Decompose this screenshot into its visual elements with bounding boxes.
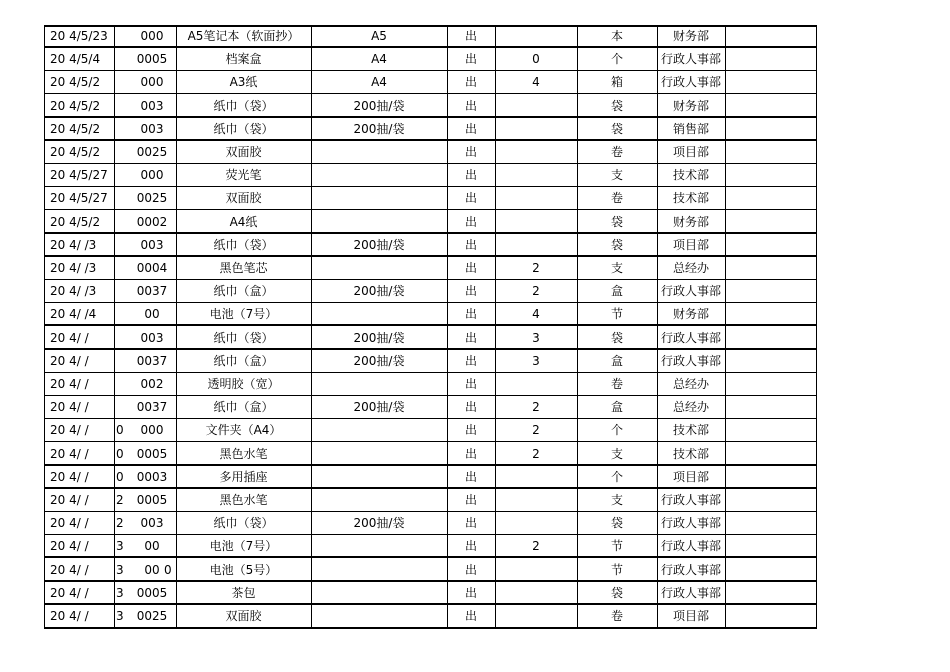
item-name-cell: 黑色水笔 (219, 493, 268, 507)
table-row (44, 118, 817, 141)
item-code-cell: 00 (144, 562, 160, 577)
item-code-cell: 003 (140, 330, 164, 345)
column-divider (577, 25, 578, 629)
unit-cell: 支 (610, 446, 623, 461)
direction-cell: 出 (464, 145, 477, 159)
sub-index-cell (116, 25, 126, 48)
direction-cell: 出 (464, 353, 477, 368)
sub-index-cell (116, 187, 126, 210)
direction-cell: 出 (464, 400, 477, 415)
table-row (44, 48, 817, 71)
date-cell: 20 4/ / (50, 585, 89, 600)
table-row (44, 466, 817, 489)
column-divider (114, 25, 115, 629)
item-code-cell: 0005 (136, 493, 168, 507)
quantity-cell: 2 (532, 539, 540, 554)
quantity-cell: 3 (532, 353, 540, 368)
date-cell: 20 4/ / (50, 539, 89, 554)
sub-index-cell (116, 48, 126, 71)
unit-cell: 个 (610, 52, 623, 67)
date-cell: 20 4/5/27 (50, 191, 108, 206)
table-row (44, 512, 817, 535)
unit-cell: 卷 (610, 377, 623, 391)
direction-cell: 出 (464, 214, 477, 229)
table-row (44, 234, 817, 257)
unit-cell: 卷 (610, 145, 623, 159)
unit-cell: 卷 (610, 191, 623, 206)
sub-index-cell: 3 (116, 562, 124, 577)
date-cell: 20 4/ / (50, 562, 89, 577)
column-divider (495, 25, 496, 629)
sub-index-cell (116, 350, 126, 373)
spec-cell (311, 605, 447, 628)
table-row (44, 95, 817, 118)
spec-cell: 200抽/袋 (353, 237, 405, 252)
spec-cell: 200抽/袋 (353, 330, 405, 345)
unit-cell: 袋 (610, 330, 623, 345)
direction-cell: 出 (464, 585, 477, 600)
direction-cell: 出 (464, 237, 477, 252)
department-cell: 项目部 (672, 237, 709, 252)
date-cell: 20 4/ /3 (50, 261, 97, 275)
unit-cell: 个 (610, 469, 623, 484)
item-code-cell: 000 (140, 75, 164, 90)
item-name-cell: 纸巾（袋） (213, 237, 274, 252)
sub-index-cell (116, 280, 126, 303)
department-cell: 项目部 (672, 145, 709, 159)
spec-cell (311, 141, 447, 164)
column-divider (447, 25, 448, 629)
item-code-suffix-cell: 0 (164, 562, 172, 577)
date-cell: 20 4/ / (50, 423, 89, 438)
direction-cell: 出 (464, 284, 477, 299)
table-row (44, 582, 817, 605)
date-cell: 20 4/ / (50, 377, 89, 391)
spec-cell (311, 559, 447, 582)
quantity-cell (495, 234, 577, 257)
item-name-cell: 纸巾（袋） (213, 330, 274, 345)
item-name-cell: 茶包 (231, 585, 256, 600)
table-row (44, 280, 817, 303)
table-row (44, 396, 817, 419)
date-cell: 20 4/5/2 (50, 75, 101, 90)
table-row (44, 141, 817, 164)
direction-cell: 出 (464, 75, 477, 90)
quantity-cell: 0 (532, 52, 540, 67)
item-code-cell: 0025 (136, 609, 168, 623)
date-cell: 20 4/ / (50, 493, 89, 507)
unit-cell: 袋 (610, 98, 623, 113)
item-name-cell: 纸巾（袋） (213, 516, 274, 531)
unit-cell: 节 (610, 562, 623, 577)
unit-cell: 节 (610, 539, 623, 554)
spec-cell: A4 (371, 52, 387, 67)
item-name-cell: 纸巾（盒） (213, 353, 274, 368)
date-cell: 20 4/ /3 (50, 284, 97, 299)
direction-cell: 出 (464, 539, 477, 554)
table-row (44, 489, 817, 512)
item-code-cell: 0004 (136, 261, 168, 275)
item-name-cell: 多用插座 (219, 469, 268, 484)
item-name-cell: 电池（5号） (209, 562, 278, 577)
date-cell: 20 4/5/2 (50, 145, 101, 159)
sub-index-cell (116, 164, 126, 187)
spec-cell (311, 303, 447, 326)
quantity-cell (495, 559, 577, 582)
date-cell: 20 4/ / (50, 609, 89, 623)
spec-cell (311, 257, 447, 280)
item-code-cell: 0037 (136, 400, 168, 415)
department-cell: 财务部 (672, 29, 709, 43)
spec-cell: 200抽/袋 (353, 400, 405, 415)
department-cell: 行政人事部 (660, 330, 721, 345)
department-cell: 技术部 (672, 423, 709, 438)
unit-cell: 袋 (610, 214, 623, 229)
table-row (44, 303, 817, 326)
date-cell: 20 4/5/2 (50, 98, 101, 113)
spec-cell: 200抽/袋 (353, 284, 405, 299)
item-name-cell: 黑色笔芯 (219, 261, 268, 275)
unit-cell: 袋 (610, 585, 623, 600)
sub-index-cell: 2 (116, 516, 124, 531)
table-row (44, 605, 817, 628)
department-cell: 行政人事部 (660, 562, 721, 577)
table-row (44, 350, 817, 373)
item-code-cell: 00 (144, 539, 160, 554)
unit-cell: 袋 (610, 237, 623, 252)
date-cell: 20 4/5/2 (50, 214, 101, 229)
column-divider (176, 25, 177, 629)
sub-index-cell (116, 303, 126, 326)
date-cell: 20 4/5/23 (50, 29, 108, 43)
unit-cell: 盒 (610, 353, 623, 368)
spec-cell (311, 535, 447, 558)
spec-cell (311, 164, 447, 187)
sub-index-cell (116, 234, 126, 257)
quantity-cell (495, 211, 577, 234)
item-name-cell: 双面胶 (225, 609, 262, 623)
table-row (44, 187, 817, 210)
table-row (44, 164, 817, 187)
item-name-cell: A5笔记本（软面抄） (187, 29, 300, 43)
item-code-cell: 000 (140, 168, 164, 183)
sub-index-cell (116, 327, 126, 350)
item-code-cell: 0003 (136, 469, 168, 484)
spec-cell (311, 489, 447, 512)
direction-cell: 出 (464, 168, 477, 183)
department-cell: 项目部 (672, 609, 709, 623)
item-name-cell: 纸巾（盒） (213, 284, 274, 299)
item-code-cell: 0005 (136, 52, 168, 67)
department-cell: 行政人事部 (660, 75, 721, 90)
direction-cell: 出 (464, 191, 477, 206)
sub-index-cell (116, 257, 126, 280)
department-cell: 技术部 (672, 191, 709, 206)
sub-index-cell: 3 (116, 609, 124, 623)
direction-cell: 出 (464, 423, 477, 438)
item-code-cell: 000 (140, 423, 164, 438)
unit-cell: 支 (610, 168, 623, 183)
item-code-cell: 0025 (136, 145, 168, 159)
table-row (44, 373, 817, 396)
sub-index-cell (116, 373, 126, 396)
department-cell: 行政人事部 (660, 585, 721, 600)
sub-index-cell: 3 (116, 539, 124, 554)
spec-cell: A5 (371, 29, 387, 43)
spec-cell (311, 466, 447, 489)
sub-index-cell: 0 (116, 469, 124, 484)
department-cell: 总经办 (672, 377, 709, 391)
quantity-cell: 2 (532, 446, 540, 461)
item-name-cell: A3纸 (229, 75, 258, 90)
quantity-cell (495, 187, 577, 210)
spec-cell (311, 443, 447, 466)
unit-cell: 支 (610, 261, 623, 275)
direction-cell: 出 (464, 469, 477, 484)
direction-cell: 出 (464, 98, 477, 113)
item-code-cell: 00 (144, 307, 160, 322)
spec-cell: A4 (371, 75, 387, 90)
item-code-cell: 0037 (136, 284, 168, 299)
quantity-cell (495, 466, 577, 489)
direction-cell: 出 (464, 29, 477, 43)
department-cell: 技术部 (672, 446, 709, 461)
item-name-cell: 透明胶（宽） (207, 377, 280, 391)
sub-index-cell (116, 211, 126, 234)
item-name-cell: 档案盒 (225, 52, 262, 67)
direction-cell: 出 (464, 493, 477, 507)
sub-index-cell (116, 118, 126, 141)
unit-cell: 盒 (610, 400, 623, 415)
quantity-cell (495, 141, 577, 164)
item-code-cell: 0005 (136, 446, 168, 461)
direction-cell: 出 (464, 261, 477, 275)
unit-cell: 节 (610, 307, 623, 322)
unit-cell: 个 (610, 423, 623, 438)
table-row (44, 71, 817, 94)
quantity-cell (495, 164, 577, 187)
date-cell: 20 4/5/27 (50, 168, 108, 183)
unit-cell: 盒 (610, 284, 623, 299)
date-cell: 20 4/ / (50, 446, 89, 461)
spec-cell (311, 419, 447, 442)
quantity-cell: 2 (532, 400, 540, 415)
spec-cell (311, 582, 447, 605)
item-name-cell: 荧光笔 (225, 168, 262, 183)
date-cell: 20 4/ / (50, 330, 89, 345)
item-code-cell: 003 (140, 98, 164, 113)
quantity-cell (495, 25, 577, 48)
quantity-cell (495, 489, 577, 512)
department-cell: 行政人事部 (660, 493, 721, 507)
item-code-cell: 000 (140, 29, 164, 43)
item-name-cell: 文件夹（A4） (205, 423, 282, 438)
date-cell: 20 4/ /4 (50, 307, 97, 322)
item-name-cell: 电池（7号） (209, 307, 278, 322)
sub-index-cell (116, 396, 126, 419)
direction-cell: 出 (464, 609, 477, 623)
quantity-cell (495, 118, 577, 141)
unit-cell: 箱 (610, 75, 623, 90)
department-cell: 行政人事部 (660, 284, 721, 299)
item-code-cell: 0025 (136, 191, 168, 206)
unit-cell: 支 (610, 493, 623, 507)
item-code-cell: 0005 (136, 585, 168, 600)
direction-cell: 出 (464, 446, 477, 461)
department-cell: 项目部 (672, 469, 709, 484)
item-code-cell: 003 (140, 516, 164, 531)
unit-cell: 袋 (610, 121, 623, 136)
item-code-cell: 003 (140, 121, 164, 136)
department-cell: 财务部 (672, 307, 709, 322)
table-row (44, 443, 817, 466)
quantity-cell (495, 373, 577, 396)
table-row (44, 559, 817, 582)
item-code-cell: 003 (140, 237, 164, 252)
item-name-cell: A4纸 (229, 214, 258, 229)
sub-index-cell (116, 95, 126, 118)
direction-cell: 出 (464, 562, 477, 577)
date-cell: 20 4/5/2 (50, 121, 101, 136)
department-cell: 总经办 (672, 400, 709, 415)
item-name-cell: 纸巾（盒） (213, 400, 274, 415)
unit-cell: 袋 (610, 516, 623, 531)
item-name-cell: 双面胶 (225, 191, 262, 206)
sub-index-cell: 3 (116, 585, 124, 600)
direction-cell: 出 (464, 307, 477, 322)
direction-cell: 出 (464, 516, 477, 531)
date-cell: 20 4/ / (50, 516, 89, 531)
table-row (44, 419, 817, 442)
column-divider (311, 25, 312, 629)
item-name-cell: 电池（7号） (209, 539, 278, 554)
date-cell: 20 4/ / (50, 400, 89, 415)
unit-cell: 本 (610, 29, 623, 43)
table-row (44, 535, 817, 558)
department-cell: 行政人事部 (660, 52, 721, 67)
quantity-cell: 3 (532, 330, 540, 345)
department-cell: 技术部 (672, 168, 709, 183)
quantity-cell (495, 95, 577, 118)
spec-cell: 200抽/袋 (353, 516, 405, 531)
spec-cell (311, 211, 447, 234)
sub-index-cell (116, 141, 126, 164)
quantity-cell (495, 605, 577, 628)
spec-cell: 200抽/袋 (353, 98, 405, 113)
table-row (44, 327, 817, 350)
department-cell: 行政人事部 (660, 353, 721, 368)
quantity-cell (495, 512, 577, 535)
column-divider (657, 25, 658, 629)
quantity-cell: 4 (532, 75, 540, 90)
table-row (44, 257, 817, 280)
item-code-cell: 0002 (136, 214, 168, 229)
sub-index-cell: 0 (116, 446, 124, 461)
department-cell: 财务部 (672, 214, 709, 229)
item-name-cell: 黑色水笔 (219, 446, 268, 461)
department-cell: 销售部 (672, 121, 709, 136)
department-cell: 行政人事部 (660, 539, 721, 554)
department-cell: 行政人事部 (660, 516, 721, 531)
spec-cell (311, 373, 447, 396)
item-code-cell: 0037 (136, 353, 168, 368)
quantity-cell (495, 582, 577, 605)
direction-cell: 出 (464, 52, 477, 67)
department-cell: 总经办 (672, 261, 709, 275)
direction-cell: 出 (464, 330, 477, 345)
date-cell: 20 4/ / (50, 469, 89, 484)
direction-cell: 出 (464, 121, 477, 136)
date-cell: 20 4/5/4 (50, 52, 101, 67)
spec-cell (311, 187, 447, 210)
sub-index-cell: 2 (116, 493, 124, 507)
item-name-cell: 纸巾（袋） (213, 121, 274, 136)
department-cell: 财务部 (672, 98, 709, 113)
unit-cell: 卷 (610, 609, 623, 623)
item-code-cell: 002 (140, 377, 164, 391)
item-name-cell: 双面胶 (225, 145, 262, 159)
quantity-cell: 4 (532, 307, 540, 322)
item-name-cell: 纸巾（袋） (213, 98, 274, 113)
date-cell: 20 4/ / (50, 353, 89, 368)
date-cell: 20 4/ /3 (50, 237, 97, 252)
table-row (44, 211, 817, 234)
quantity-cell: 2 (532, 284, 540, 299)
quantity-cell: 2 (532, 261, 540, 275)
direction-cell: 出 (464, 377, 477, 391)
sub-index-cell: 0 (116, 423, 124, 438)
spec-cell: 200抽/袋 (353, 353, 405, 368)
column-divider (725, 25, 726, 629)
quantity-cell: 2 (532, 423, 540, 438)
sub-index-cell (116, 71, 126, 94)
table-row (44, 25, 817, 48)
spec-cell: 200抽/袋 (353, 121, 405, 136)
